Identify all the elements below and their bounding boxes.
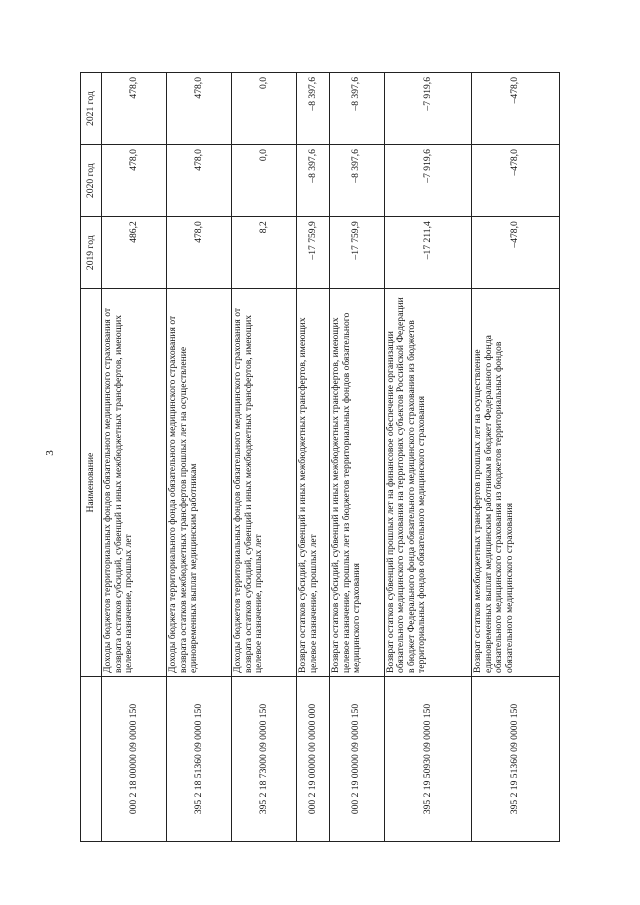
table-row <box>296 73 329 842</box>
row-value-2020: –7 919,6 <box>384 145 472 217</box>
row-value-2020: 478,0 <box>166 145 231 217</box>
row-code: 395 2 18 51360 09 0000 150 <box>166 677 231 842</box>
budget-table <box>80 72 560 842</box>
row-code: 000 2 19 00000 00 0000 000 <box>296 677 329 842</box>
row-value-2021: 478,0 <box>166 73 231 145</box>
row-value-2019: 486,2 <box>102 217 167 289</box>
row-value-2021: –8 397,6 <box>329 73 384 145</box>
table-row <box>472 73 560 842</box>
table-wrapper <box>80 72 560 842</box>
header-2019: 2019 год <box>81 217 102 289</box>
table-row <box>329 73 384 842</box>
row-name: Возврат остатков межбюджетных трансфертов прошлых лет на осуществление единовременных выплат медицинским работникам в бюджет Федерального фонда обязательного медицинского страхования из бюджетов территориальных фондов обязательного медицинского страхования <box>472 289 560 677</box>
row-name: Возврат остатков субсидий, субвенций и иных межбюджетных трансфертов, имеющих целевое назначение, прошлых лет <box>296 289 329 677</box>
row-name: Возврат остатков субвенций прошлых лет на финансовое обеспечение организации обязательного медицинского страхования на территориях субъектов Российской Федерации в бюджет Федерального фонда обязательного медицинского страхования из бюджетов территориальных фондов обязательного медицинского страхования <box>384 289 472 677</box>
header-2021: 2021 год <box>81 73 102 145</box>
header-name: Наименование <box>81 289 102 677</box>
row-value-2019: 8,2 <box>231 217 296 289</box>
row-value-2019: –17 211,4 <box>384 217 472 289</box>
table-row <box>102 73 167 842</box>
row-value-2019: 478,0 <box>166 217 231 289</box>
row-code: 395 2 18 73000 09 0000 150 <box>231 677 296 842</box>
header-2020: 2020 год <box>81 145 102 217</box>
row-value-2021: –7 919,6 <box>384 73 472 145</box>
row-value-2021: 0,0 <box>231 73 296 145</box>
row-value-2019: –17 759,9 <box>296 217 329 289</box>
row-value-2020: 0,0 <box>231 145 296 217</box>
row-code: 000 2 18 00000 09 0000 150 <box>102 677 167 842</box>
row-code: 000 2 19 00000 09 0000 150 <box>329 677 384 842</box>
row-value-2020: –8 397,6 <box>329 145 384 217</box>
row-name: Доходы бюджетов территориальных фондов обязательного медицинского страхования от возврата остатков субсидий, субвенций и иных межбюджетных трансфертов, имеющих целевое назначение, прошлых лет <box>102 289 167 677</box>
table-row <box>231 73 296 842</box>
row-code: 395 2 19 51360 09 0000 150 <box>472 677 560 842</box>
row-value-2021: –478,0 <box>472 73 560 145</box>
row-value-2020: 478,0 <box>102 145 167 217</box>
row-value-2019: –478,0 <box>472 217 560 289</box>
row-value-2021: 478,0 <box>102 73 167 145</box>
row-name: Доходы бюджета территориального фонда обязательного медицинского страхования от возврата остатков межбюджетных трансфертов прошлых лет на осуществление единовременных выплат медицинским работникам <box>166 289 231 677</box>
header-code <box>81 677 102 842</box>
table-row <box>166 73 231 842</box>
row-code: 395 2 19 50930 09 0000 150 <box>384 677 472 842</box>
row-value-2021: –8 397,6 <box>296 73 329 145</box>
row-name: Доходы бюджетов территориальных фондов обязательного медицинского страхования от возврата остатков субсидий, субвенций и иных межбюджетных трансфертов, имеющих целевое назначение, прошлых лет <box>231 289 296 677</box>
page-number: 3 <box>44 450 56 456</box>
table-row <box>384 73 472 842</box>
row-value-2019: –17 759,9 <box>329 217 384 289</box>
row-value-2020: –478,0 <box>472 145 560 217</box>
row-name: Возврат остатков субсидий, субвенций и иных межбюджетных трансфертов, имеющих целевое назначение, прошлых лет из бюджетов территориальных фондов обязательного медицинского страхования <box>329 289 384 677</box>
row-value-2020: –8 397,6 <box>296 145 329 217</box>
table-header-row <box>81 73 102 842</box>
